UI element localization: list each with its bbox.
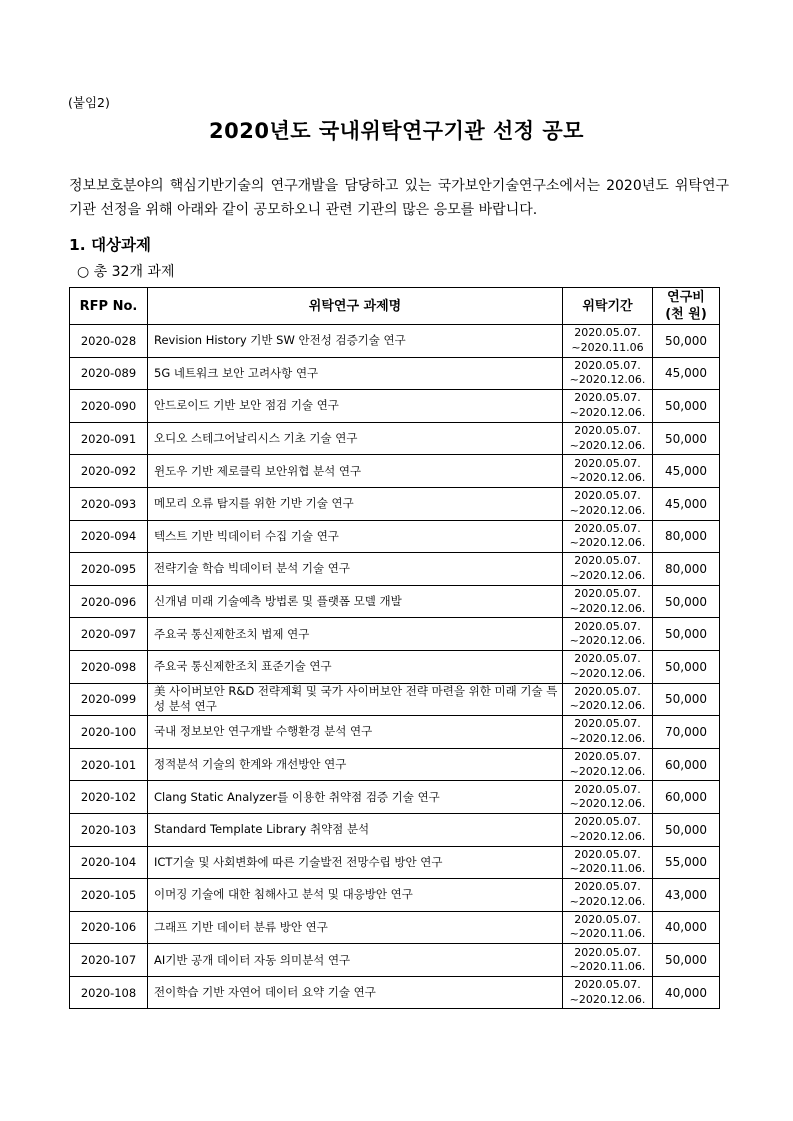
task-title: AI기반 공개 데이터 자동 의미분석 연구	[148, 944, 563, 977]
period-end: ~2020.12.06.	[569, 992, 646, 1006]
task-title: 오디오 스테그어날리시스 기초 기술 연구	[148, 422, 563, 455]
task-title: Standard Template Library 취약점 분석	[148, 813, 563, 846]
budget-amount: 45,000	[653, 357, 720, 390]
period-end: ~2020.12.06.	[569, 699, 646, 713]
period-end: ~2020.12.06.	[569, 601, 646, 615]
period-end: ~2020.12.06.	[569, 764, 646, 778]
period-cell	[563, 455, 653, 488]
budget-amount: 80,000	[653, 520, 720, 553]
budget-amount: 60,000	[653, 781, 720, 814]
period-end: ~2020.12.06.	[569, 568, 646, 582]
task-count-summary: ○ 총 32개 과제	[77, 264, 175, 280]
period-cell	[563, 585, 653, 618]
table-row	[70, 390, 720, 423]
table-row	[70, 422, 720, 455]
table-row	[70, 944, 720, 977]
period-end: ~2020.11.06.	[569, 862, 646, 876]
budget-amount: 70,000	[653, 716, 720, 749]
rfp-number: 2020-028	[70, 325, 148, 358]
period-cell	[563, 748, 653, 781]
task-title: ICT기술 및 사회변화에 따른 기술발전 전망수립 방안 연구	[148, 846, 563, 879]
task-title: 전략기술 학습 빅데이터 분석 기술 연구	[148, 553, 563, 586]
table-row	[70, 781, 720, 814]
budget-amount: 43,000	[653, 879, 720, 912]
period-cell	[563, 422, 653, 455]
period-cell	[563, 520, 653, 553]
rfp-number: 2020-098	[70, 650, 148, 683]
period-cell	[563, 781, 653, 814]
task-title: 정적분석 기술의 한계와 개선방안 연구	[148, 748, 563, 781]
task-title: Clang Static Analyzer를 이용한 취약점 검증 기술 연구	[148, 781, 563, 814]
attachment-label: (붙임2)	[68, 95, 110, 110]
budget-amount: 50,000	[653, 390, 720, 423]
table-row	[70, 683, 720, 716]
task-title: 주요국 통신제한조치 법제 연구	[148, 618, 563, 651]
period-start: 2020.05.07.	[574, 456, 641, 470]
task-title: 전이학습 기반 자연어 데이터 요약 기술 연구	[148, 976, 563, 1009]
period-start: 2020.05.07.	[574, 424, 641, 438]
task-title: 신개념 미래 기술예측 방법론 및 플랫폼 모델 개발	[148, 585, 563, 618]
table-row	[70, 716, 720, 749]
budget-amount: 50,000	[653, 325, 720, 358]
period-cell	[563, 487, 653, 520]
task-title: 그래프 기반 데이터 분류 방안 연구	[148, 911, 563, 944]
budget-amount: 50,000	[653, 422, 720, 455]
page-title: 2020년도 국내위탁연구기관 선정 공모	[209, 119, 584, 143]
header-budget-line2: (천 원)	[665, 307, 707, 322]
period-start: 2020.05.07.	[574, 717, 641, 731]
table-row	[70, 520, 720, 553]
rfp-number: 2020-091	[70, 422, 148, 455]
period-end: ~2020.12.06.	[569, 894, 646, 908]
rfp-number: 2020-101	[70, 748, 148, 781]
period-start: 2020.05.07.	[574, 391, 641, 405]
period-end: ~2020.11.06	[571, 340, 644, 354]
period-start: 2020.05.07.	[574, 815, 641, 829]
period-cell	[563, 357, 653, 390]
period-cell	[563, 879, 653, 912]
rfp-number: 2020-104	[70, 846, 148, 879]
rfp-number: 2020-103	[70, 813, 148, 846]
period-start: 2020.05.07.	[574, 521, 641, 535]
task-title: 5G 네트워크 보안 고려사항 연구	[148, 357, 563, 390]
period-start: 2020.05.07.	[574, 847, 641, 861]
task-title: 美 사이버보안 R&D 전략계획 및 국가 사이버보안 전략 마련을 위한 미래 기술 특성 분석 연구	[148, 683, 563, 716]
budget-amount: 40,000	[653, 976, 720, 1009]
table-row	[70, 585, 720, 618]
period-end: ~2020.12.06.	[569, 731, 646, 745]
task-title: 주요국 통신제한조치 표준기술 연구	[148, 650, 563, 683]
section-heading: 1. 대상과제	[69, 236, 151, 254]
table-row	[70, 553, 720, 586]
table-row	[70, 976, 720, 1009]
period-cell	[563, 846, 653, 879]
budget-amount: 50,000	[653, 650, 720, 683]
rfp-number: 2020-096	[70, 585, 148, 618]
period-end: ~2020.12.06.	[569, 373, 646, 387]
table-row	[70, 650, 720, 683]
period-cell	[563, 390, 653, 423]
period-start: 2020.05.07.	[574, 912, 641, 926]
rfp-number: 2020-095	[70, 553, 148, 586]
task-title: 국내 정보보안 연구개발 수행환경 분석 연구	[148, 716, 563, 749]
period-start: 2020.05.07.	[574, 782, 641, 796]
budget-amount: 45,000	[653, 487, 720, 520]
header-budget-line1: 연구비	[667, 290, 705, 305]
budget-amount: 80,000	[653, 553, 720, 586]
period-cell	[563, 618, 653, 651]
header-task: 위탁연구 과제명	[148, 288, 563, 325]
period-cell	[563, 911, 653, 944]
period-cell	[563, 976, 653, 1009]
rfp-number: 2020-097	[70, 618, 148, 651]
rfp-number: 2020-102	[70, 781, 148, 814]
header-period: 위탁기간	[563, 288, 653, 325]
period-cell	[563, 813, 653, 846]
period-end: ~2020.12.06.	[569, 438, 646, 452]
period-start: 2020.05.07.	[574, 945, 641, 959]
header-rfp: RFP No.	[70, 288, 148, 325]
budget-amount: 45,000	[653, 455, 720, 488]
task-title: 안드로이드 기반 보안 점검 기술 연구	[148, 390, 563, 423]
period-start: 2020.05.07.	[574, 587, 641, 601]
rfp-number: 2020-105	[70, 879, 148, 912]
table-row	[70, 846, 720, 879]
rfp-number: 2020-107	[70, 944, 148, 977]
period-end: ~2020.12.06.	[569, 797, 646, 811]
task-title: Revision History 기반 SW 안전성 검증기술 연구	[148, 325, 563, 358]
table-row	[70, 748, 720, 781]
table-row	[70, 487, 720, 520]
table-row	[70, 879, 720, 912]
task-title: 이머징 기술에 대한 침해사고 분석 및 대응방안 연구	[148, 879, 563, 912]
period-end: ~2020.12.06.	[569, 471, 646, 485]
period-end: ~2020.12.06.	[569, 666, 646, 680]
period-start: 2020.05.07.	[574, 489, 641, 503]
budget-amount: 40,000	[653, 911, 720, 944]
budget-amount: 55,000	[653, 846, 720, 879]
rfp-number: 2020-089	[70, 357, 148, 390]
table-row	[70, 813, 720, 846]
period-cell	[563, 325, 653, 358]
budget-amount: 60,000	[653, 748, 720, 781]
period-start: 2020.05.07.	[574, 978, 641, 992]
rfp-number: 2020-100	[70, 716, 148, 749]
period-cell	[563, 944, 653, 977]
period-end: ~2020.12.06.	[569, 536, 646, 550]
rfp-number: 2020-093	[70, 487, 148, 520]
table-row	[70, 618, 720, 651]
period-cell	[563, 650, 653, 683]
header-budget	[653, 288, 720, 325]
period-start: 2020.05.07.	[574, 652, 641, 666]
budget-amount: 50,000	[653, 585, 720, 618]
rfp-number: 2020-090	[70, 390, 148, 423]
period-start: 2020.05.07.	[574, 554, 641, 568]
budget-amount: 50,000	[653, 618, 720, 651]
period-end: ~2020.12.06.	[569, 503, 646, 517]
rfp-number: 2020-099	[70, 683, 148, 716]
period-end: ~2020.11.06.	[569, 960, 646, 974]
period-start: 2020.05.07.	[574, 684, 641, 698]
period-cell	[563, 683, 653, 716]
task-title: 텍스트 기반 빅데이터 수집 기술 연구	[148, 520, 563, 553]
period-end: ~2020.12.06.	[569, 829, 646, 843]
table-header-row	[70, 288, 720, 325]
table-row	[70, 325, 720, 358]
period-start: 2020.05.07.	[574, 358, 641, 372]
task-table	[69, 287, 720, 1009]
period-end: ~2020.12.06.	[569, 634, 646, 648]
task-title: 윈도우 기반 제로클릭 보안위협 분석 연구	[148, 455, 563, 488]
period-start: 2020.05.07.	[574, 880, 641, 894]
period-cell	[563, 716, 653, 749]
budget-amount: 50,000	[653, 683, 720, 716]
period-end: ~2020.12.06.	[569, 405, 646, 419]
period-start: 2020.05.07.	[574, 750, 641, 764]
rfp-number: 2020-106	[70, 911, 148, 944]
rfp-number: 2020-094	[70, 520, 148, 553]
table-row	[70, 455, 720, 488]
table-row	[70, 911, 720, 944]
period-end: ~2020.11.06.	[569, 927, 646, 941]
intro-paragraph: 정보보호분야의 핵심기반기술의 연구개발을 담당하고 있는 국가보안기술연구소에서는 2020년도 위탁연구기관 선정을 위해 아래와 같이 공모하오니 관련 기관의 많은 응모를 바랍니다.	[69, 178, 729, 218]
table-row	[70, 357, 720, 390]
rfp-number: 2020-108	[70, 976, 148, 1009]
budget-amount: 50,000	[653, 944, 720, 977]
rfp-number: 2020-092	[70, 455, 148, 488]
task-title: 메모리 오류 탐지를 위한 기반 기술 연구	[148, 487, 563, 520]
period-start: 2020.05.07.	[574, 326, 641, 340]
budget-amount: 50,000	[653, 813, 720, 846]
period-cell	[563, 553, 653, 586]
period-start: 2020.05.07.	[574, 619, 641, 633]
